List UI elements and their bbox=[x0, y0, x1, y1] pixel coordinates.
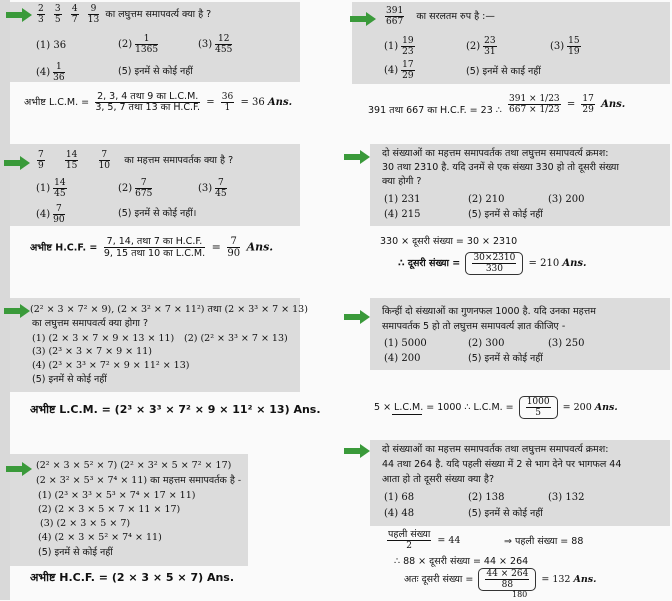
option-3: (3) (2 × 3 × 5 × 7) bbox=[40, 518, 131, 529]
page-number: 180 bbox=[512, 590, 528, 599]
option-5: (5) इनमें से कोई नहीं। bbox=[118, 208, 197, 219]
option-4: (4) $\frac{17}{29}$ bbox=[384, 60, 414, 81]
option-5: (5) इनमें से कोई नहीं bbox=[32, 374, 107, 385]
question-2-left: $\frac{7}{9}$ $\frac{14}{15}$ $\frac{7}{10}$ का महत्तम समापवर्तक क्या है ? bbox=[38, 150, 234, 171]
option-1: (1) 231 bbox=[384, 194, 421, 205]
question-2-right: दो संख्याओं का महत्तम समापवर्तक तथा लघुत्तम समापवर्त्य क्रमश: bbox=[382, 148, 609, 159]
question-3-left: (2² × 3 × 7² × 9), (2 × 3² × 7 × 11²) तथा (2 × 3³ × 7 × 13) bbox=[30, 304, 308, 315]
solution-1-right: 391 तथा 667 का H.C.F. = 23 ∴ $\frac{391 \times 1/23}{667 \times 1/23}$ = $\frac{17}{29}$ Ans. bbox=[368, 94, 626, 116]
option-5: (5) इनमें से कोई नहीं bbox=[468, 209, 543, 220]
option-1: (1) 36 bbox=[36, 40, 67, 51]
question-2-right-line3: क्या होगी ? bbox=[382, 176, 422, 187]
option-3: (3) $\frac{7}{45}$ bbox=[198, 178, 227, 199]
option-4: (4) 200 bbox=[384, 353, 421, 364]
option-3: (3) $\frac{15}{19}$ bbox=[550, 36, 580, 57]
option-4: (4) 215 bbox=[384, 209, 421, 220]
solution-2-right-line1: 330 × दूसरी संख्या = 30 × 2310 bbox=[380, 236, 518, 247]
solution-2-left: अभीष्ट H.C.F. = $\frac{\text{7, 14, तथा 7 का H.C.F.}}{\text{9, 15 तथा 10 का L.C.M.}}$ = $\frac{7}{90}$ Ans. bbox=[30, 236, 274, 259]
option-3: (3) 132 bbox=[548, 492, 585, 503]
question-4-left-line2: (2 × 3² × 5³ × 7⁴ × 11) का महत्तम समापवर्तक है - bbox=[36, 475, 242, 486]
solution-3-right: 5 × L.C.M. = 1000 ∴ L.C.M. = $\frac{1000}{5}$ = 200 Ans. bbox=[374, 397, 618, 418]
question-2-right-line2: 30 तथा 2310 है. यदि उनमें से एक संख्या 330 हो तो दूसरी संख्या bbox=[382, 162, 619, 173]
green-arrow-icon bbox=[6, 462, 32, 476]
option-1: (1) $\frac{14}{45}$ bbox=[36, 178, 66, 199]
option-2: (2) (2 × 3 × 5 × 7 × 11 × 17) bbox=[38, 504, 181, 515]
option-5: (5) इनमें से कोई नहीं bbox=[38, 547, 113, 558]
option-1: (1) (2³ × 3³ × 5³ × 7⁴ × 17 × 11) bbox=[38, 490, 196, 501]
option-4: (4) (2 × 3 × 5² × 7⁴ × 11) bbox=[38, 532, 162, 543]
option-1: (1) 5000 bbox=[384, 338, 427, 349]
solution-4-right-line1: $\frac{\text{पहली संख्या}}{2}$ = 44 bbox=[388, 529, 461, 551]
solution-1-left: अभीष्ट L.C.M. = $\frac{\text{2, 3, 4 तथा 9 का L.C.M.}}{\text{3, 5, 7 तथा 13 का H.C.F.}}$ = $\frac{36}{1}$ = 36 Ans. bbox=[24, 91, 293, 113]
green-arrow-icon bbox=[344, 310, 370, 324]
fraction: $\frac{3}{5}$ bbox=[54, 4, 61, 25]
solution-3-left: अभीष्ट L.C.M. = (2³ × 3³ × 7² × 9 × 11² × 13) Ans. bbox=[30, 403, 321, 416]
fraction: $\frac{2}{3}$ bbox=[38, 4, 44, 25]
option-3: (3) (2³ × 3 × 7 × 9 × 11) bbox=[32, 346, 152, 357]
green-arrow-icon bbox=[6, 8, 32, 22]
green-arrow-icon bbox=[350, 12, 376, 26]
solution-4-left: अभीष्ट H.C.F. = (2 × 3 × 5 × 7) Ans. bbox=[30, 571, 235, 584]
question-4-right-line3: आता हो तो दूसरी संख्या क्या है? bbox=[382, 474, 494, 485]
fraction: $\frac{4}{7}$ bbox=[71, 4, 78, 25]
option-4: (4) 48 bbox=[384, 508, 415, 519]
option-2: (2) $\frac{23}{31}$ bbox=[466, 36, 496, 57]
page-edge bbox=[0, 0, 10, 600]
green-arrow-icon bbox=[4, 156, 30, 170]
solution-4-right-line1b: ⇒ पहली संख्या = 88 bbox=[504, 536, 584, 547]
option-3: (3) $\frac{12}{455}$ bbox=[198, 34, 233, 55]
option-2: (2) $\frac{7}{675}$ bbox=[118, 178, 153, 199]
option-5: (5) इनमें से कोई नहीं bbox=[468, 508, 543, 519]
green-arrow-icon bbox=[4, 304, 30, 318]
option-2: (2) (2² × 3³ × 7 × 13) bbox=[184, 333, 288, 344]
option-1: (1) $\frac{19}{23}$ bbox=[384, 36, 414, 57]
question-4-right: दो संख्याओं का महत्तम समापवर्तक तथा लघुत्तम समापवर्त्य क्रमश: bbox=[382, 444, 609, 455]
question-4-right-line2: 44 तथा 264 है. यदि पहली संख्या में 2 से भाग देने पर भागफल 44 bbox=[382, 459, 622, 470]
fraction: $\frac{9}{13}$ bbox=[87, 4, 100, 25]
option-1: (1) (2 × 3 × 7 × 9 × 13 × 11) bbox=[32, 333, 175, 344]
green-arrow-icon bbox=[344, 444, 370, 458]
question-1-left: $\frac{2}{3}$ $\frac{3}{5}$ $\frac{4}{7}$ $\frac{9}{13}$ का लघुत्तम समापवर्त्य क्या है ? bbox=[38, 4, 212, 25]
question-3-right: किन्हीं दो संख्याओं का गुणनफल 1000 है. यदि उनका महत्तम bbox=[382, 306, 596, 317]
question-3-right-line2: समापवर्तक 5 हो तो लघुत्तम समापवर्त्य ज्ञात कीजिए - bbox=[382, 321, 566, 332]
option-2: (2) 300 bbox=[468, 338, 505, 349]
option-2: (2) 210 bbox=[468, 194, 505, 205]
option-5: (5) इनमें से काई नहीं bbox=[466, 66, 541, 77]
option-3: (3) 200 bbox=[548, 194, 585, 205]
option-5: (5) इनमें से कोई नहीं bbox=[468, 353, 543, 364]
solution-4-right-line3: अतः दूसरी संख्या = $\frac{44 \times 264}{88}$ = 132 Ans. bbox=[404, 569, 597, 590]
option-4: (4) $\frac{7}{90}$ bbox=[36, 204, 65, 225]
option-3: (3) 250 bbox=[548, 338, 585, 349]
option-4: (4) $\frac{1}{36}$ bbox=[36, 62, 65, 83]
question-3-left-line2: का लघुत्तम समापवर्त्य क्या होगा ? bbox=[32, 318, 149, 329]
solution-2-right-line2: ∴ दूसरी संख्या = $\frac{30\times 2310}{330}$ = 210 Ans. bbox=[398, 253, 587, 274]
question-4-left: (2² × 3 × 5² × 7) (2² × 3² × 5 × 7² × 17) bbox=[36, 460, 232, 471]
option-1: (1) 68 bbox=[384, 492, 415, 503]
option-4: (4) (2³ × 3³ × 7² × 9 × 11² × 13) bbox=[32, 360, 190, 371]
option-2: (2) $\frac{1}{1365}$ bbox=[118, 34, 159, 55]
question-1-right: $\frac{391}{667}$ का सरलतम रुप है :— bbox=[386, 6, 495, 27]
option-5: (5) इनमें से कोई नहीं bbox=[118, 66, 193, 77]
green-arrow-icon bbox=[344, 150, 370, 164]
option-2: (2) 138 bbox=[468, 492, 505, 503]
solution-4-right-line2: ∴ 88 × दूसरी संख्या = 44 × 264 bbox=[394, 556, 529, 567]
underline-mark bbox=[392, 414, 422, 415]
